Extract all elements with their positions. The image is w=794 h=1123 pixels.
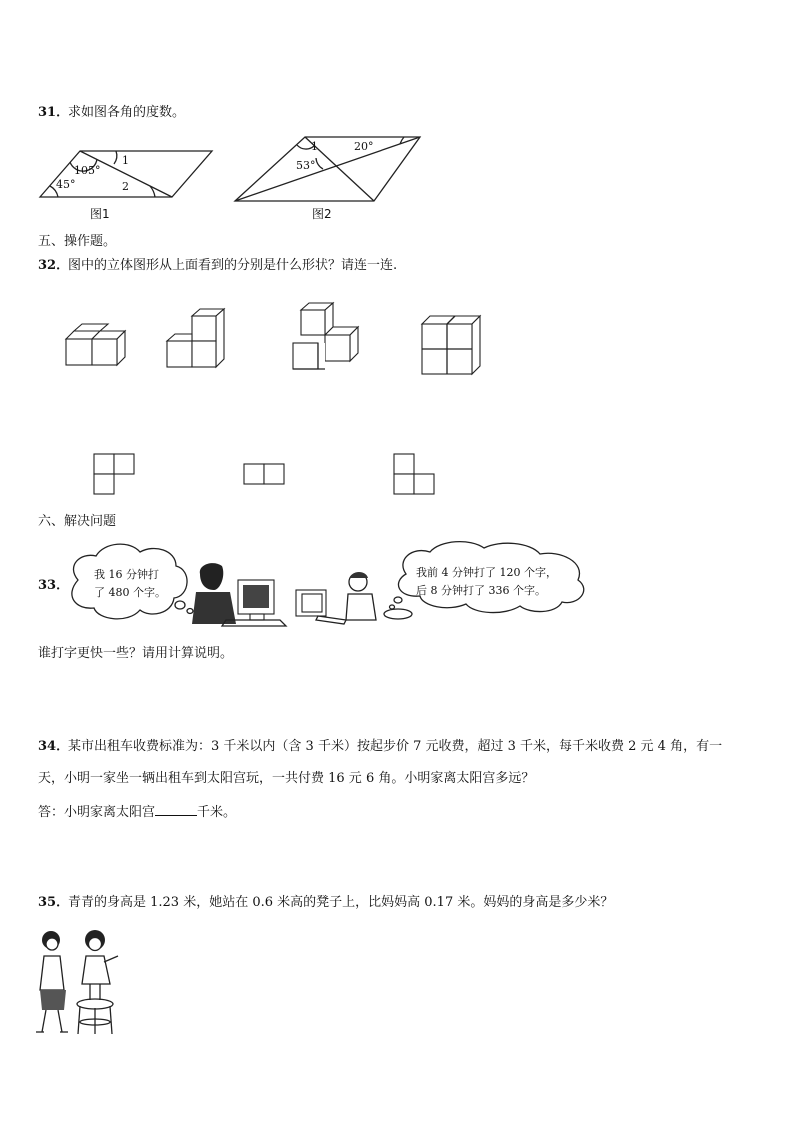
girl-on-stool-figure	[77, 930, 118, 1034]
fig1-label-2: 2	[122, 180, 129, 193]
q34-answer-prefix: 答：小明家离太阳宫	[38, 805, 156, 820]
q34-number: 34．	[38, 739, 70, 754]
section5-title: 五、操作题。	[38, 234, 117, 249]
fig2-label-1: 1	[311, 140, 318, 153]
q34-line-1: 某市出租车收费标准为：3 千米以内（含 3 千米）按起步价 7 元收费，超过 3 千米，每千米收费 2 元 4 角，有一	[68, 739, 723, 754]
fig1-angle-45: 45°	[56, 178, 76, 191]
section6-title: 六、解决问题	[38, 514, 117, 529]
fig2-caption: 图2	[312, 207, 332, 221]
bubble-left-line-1: 我 16 分钟打	[94, 568, 159, 581]
bubble-right-line-2: 后 8 分钟打了 336 个字。	[416, 584, 546, 597]
fig1-caption: 图1	[90, 207, 110, 221]
fig1-angle-105: 105°	[74, 164, 101, 177]
fig2-angle-53: 53°	[296, 159, 316, 172]
fig1-label-1: 1	[122, 154, 129, 167]
bubble-right-line-1: 我前 4 分钟打了 120 个字，	[416, 566, 557, 579]
q31-text: 求如图各角的度数。	[68, 105, 186, 120]
q34-line-2: 天，小明一家坐一辆出租车到太阳宫玩，一共付费 16 元 6 角。小明家离太阳宫多远？	[38, 771, 535, 786]
q33-number: 33．	[38, 578, 70, 593]
q31-number: 31．	[38, 105, 70, 120]
q33-question: 谁打字更快一些？请用计算说明。	[38, 646, 234, 661]
q34-answer-suffix: 千米。	[197, 805, 237, 820]
mother-figure	[36, 931, 68, 1032]
q35-number: 35．	[38, 895, 70, 910]
bubble-left-line-2: 了 480 个字。	[94, 586, 166, 599]
q35-text: 青青的身高是 1.23 米，她站在 0.6 米高的凳子上，比妈妈高 0.17 米。妈妈的身高是多少米？	[68, 895, 614, 910]
q32-number: 32．	[38, 258, 70, 273]
q32-text: 图中的立体图形从上面看到的分别是什么形状？请连一连.	[68, 258, 398, 273]
fig2-angle-20: 20°	[354, 140, 374, 153]
